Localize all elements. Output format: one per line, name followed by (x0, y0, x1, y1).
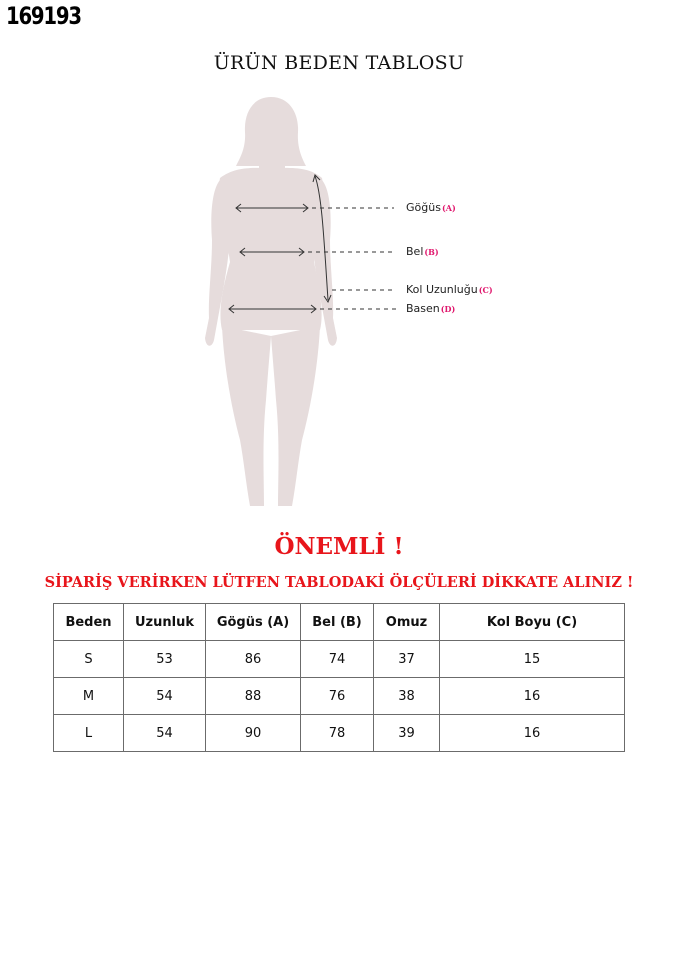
table-cell: 16 (440, 715, 625, 752)
measurement-label-hip: Basen(D) (406, 302, 456, 315)
table-cell: 76 (301, 678, 374, 715)
table-cell: 15 (440, 641, 625, 678)
important-heading: ÖNEMLİ ! (274, 533, 404, 560)
table-cell: 38 (374, 678, 440, 715)
table-row (54, 715, 625, 752)
order-warning: SİPARİŞ VERİRKEN LÜTFEN TABLODAKİ ÖLÇÜLERİ DİKKATE ALINIZ ! (44, 574, 634, 591)
table-cell: 74 (301, 641, 374, 678)
table-cell: 16 (440, 678, 625, 715)
table-cell: S (54, 641, 124, 678)
column-header: Uzunluk (124, 604, 206, 641)
table-cell: M (54, 678, 124, 715)
table-row (54, 641, 625, 678)
table-cell: L (54, 715, 124, 752)
table-cell: 53 (124, 641, 206, 678)
size-table (53, 603, 625, 752)
page-title: ÜRÜN BEDEN TABLOSU (213, 52, 465, 74)
table-cell: 86 (206, 641, 301, 678)
table-cell: 78 (301, 715, 374, 752)
column-header: Kol Boyu (C) (440, 604, 625, 641)
table-cell: 90 (206, 715, 301, 752)
measurement-label-chest: Göğüs(A) (406, 201, 456, 214)
measurement-label-waist: Bel(B) (406, 245, 439, 258)
column-header: Beden (54, 604, 124, 641)
table-cell: 88 (206, 678, 301, 715)
product-code: 169193 (6, 2, 81, 30)
table-cell: 54 (124, 678, 206, 715)
measurement-label-sleeve: Kol Uzunluğu(C) (406, 283, 493, 296)
table-header-row (54, 604, 625, 641)
table-row (54, 678, 625, 715)
column-header: Bel (B) (301, 604, 374, 641)
table-cell: 37 (374, 641, 440, 678)
table-cell: 54 (124, 715, 206, 752)
table-cell: 39 (374, 715, 440, 752)
column-header: Gögüs (A) (206, 604, 301, 641)
column-header: Omuz (374, 604, 440, 641)
